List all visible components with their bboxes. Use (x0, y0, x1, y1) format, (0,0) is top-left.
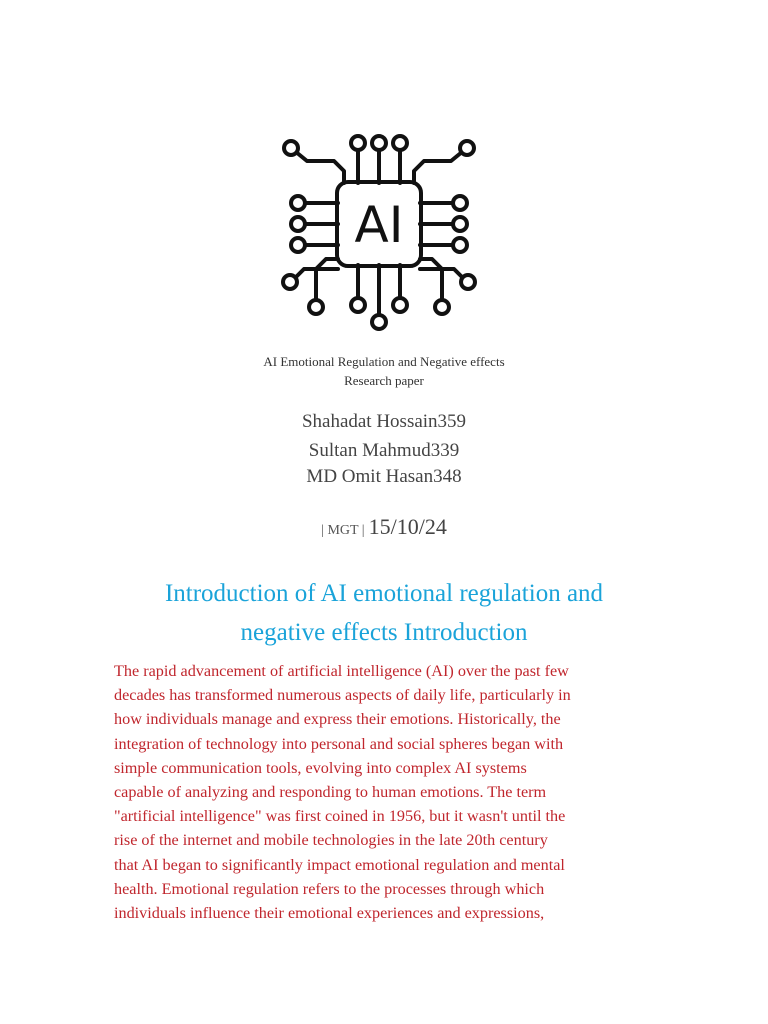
paper-type: Research paper (344, 373, 424, 388)
body-line: The rapid advancement of artificial intelligence (AI) over the past few (114, 662, 569, 680)
department: | MGT | (321, 523, 365, 538)
body-line: decades has transformed numerous aspects of daily life, particularly in (114, 686, 571, 705)
section-title-line-2: negative effects Introduction (240, 619, 528, 646)
body-line: "artificial intelligence" was first coined in 1956, but it wasn't until the (114, 807, 566, 826)
body-line: integration of technology into personal and social spheres began with (114, 734, 564, 753)
body-line: rise of the internet and mobile technologies in the late 20th century (114, 831, 548, 850)
paper-subtitle: AI Emotional Regulation and Negative effects (263, 354, 505, 369)
author-2: Sultan Mahmud339 (308, 440, 460, 461)
body-line: capable of analyzing and responding to human emotions. The term (114, 783, 547, 802)
meta-line (0, 514, 768, 540)
body-line: individuals influence their emotional experiences and expressions, (114, 904, 545, 923)
author-1: Shahadat Hossain359 (301, 411, 467, 432)
ai-chip-icon (274, 119, 484, 344)
section-title (90, 574, 678, 652)
body-line: how individuals manage and express their emotions. Historically, the (114, 710, 561, 729)
date: 15/10/24 (368, 514, 447, 539)
body-line: simple communication tools, evolving into complex AI systems (114, 758, 527, 777)
section-title-line-1: Introduction of AI emotional regulation and (164, 580, 604, 607)
ai-chip-logo (274, 119, 484, 344)
logo-text: AI (354, 196, 404, 254)
author-3: MD Omit Hasan348 (306, 466, 462, 487)
body-line: health. Emotional regulation refers to the processes through which (114, 879, 545, 898)
body-line: that AI began to significantly impact emotional regulation and mental (114, 855, 565, 874)
body-paragraph (114, 659, 659, 925)
